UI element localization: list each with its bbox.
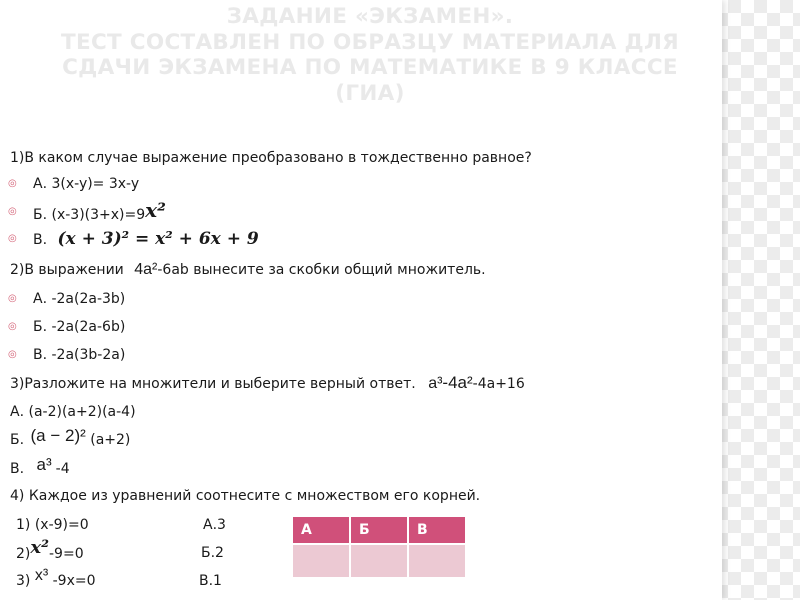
q2-option-b: Б. -2a(2a-6b) [33,319,126,335]
q1-option-b [33,198,166,224]
bullet-icon: ◎ [8,206,17,217]
q4-answer-1: А.3 [203,517,226,533]
bullet-icon: ◎ [8,178,17,189]
q3-text [10,374,525,393]
title-line-2: ТЕСТ СОСТАВЛЕН ПО ОБРАЗЦУ МАТЕРИАЛА ДЛЯ [61,29,679,55]
title-line-1: ЗАДАНИЕ «ЭКЗАМЕН». [226,4,514,29]
q1-option-c [33,230,259,249]
q3-text-prefix: 3)Разложите на множители и выберите верный ответ. [10,376,416,392]
answer-table-header: В [409,517,465,543]
q3-option-c-formula: a³ [36,455,52,474]
q3-option-a: А. (a-2)(a+2)(a-4) [10,404,136,420]
q4-equation-3 [16,567,96,590]
title-line-4: (ГИА) [335,80,405,106]
q3-option-b-formula: (a − 2)² [30,426,86,445]
q1-option-b-formula: x² [145,198,166,222]
answer-cell[interactable] [409,545,465,577]
q3-option-c [10,455,70,478]
bullet-icon: ◎ [8,293,17,304]
q1-option-c-label: В. [33,232,48,248]
q4-equation-3-label: 3) [16,573,31,589]
q2-option-a: А. -2a(2a-3b) [33,291,126,307]
q3-option-b-label: Б. [10,432,25,448]
q4-equation-2-label: 2) [16,546,31,562]
q4-equation-2 [16,537,84,563]
q1-text: 1)В каком случае выражение преобразовано в тождественно равное? [10,150,532,166]
q3-option-c-suffix: -4 [55,461,70,477]
q4-equation-2-suffix: -9=0 [49,546,84,562]
q2-text-suffix: -6ab вынесите за скобки общий множитель. [157,262,486,278]
q4-text: 4) Каждое из уравнений соотнесите с множеством его корней. [10,488,481,504]
answer-cell[interactable] [351,545,407,577]
q2-text [10,261,486,279]
answer-cell[interactable] [293,545,349,577]
bullet-icon: ◎ [8,321,17,332]
answer-table-header-row [293,517,465,543]
q1-option-b-text: Б. (x-3)(3+x)=9 [33,207,146,223]
q4-equation-3-formula: x³ [34,567,49,584]
answer-table-header: Б [351,517,407,543]
slide-title [30,4,710,106]
q4-equation-1: 1) (x-9)=0 [16,517,89,533]
q4-equation-3-suffix: -9x=0 [52,573,96,589]
q1-option-c-formula: (x + 3)² = x² + 6x + 9 [57,229,259,249]
q3-option-c-label: В. [10,461,25,477]
q2-text-prefix: 2)В выражении [10,262,124,278]
q2-option-c: В. -2a(3b-2a) [33,347,126,363]
q3-formula-1: a³ [428,375,443,392]
title-line-3: СДАЧИ ЭКЗАМЕНА ПО МАТЕМАТИКЕ В 9 КЛАССЕ [62,55,678,80]
q4-answer-2: Б.2 [201,545,224,561]
q4-equation-2-formula: x² [30,537,49,558]
q3-option-b-suffix: (a+2) [90,432,131,448]
q2-formula: 4a² [134,261,158,278]
bullet-icon: ◎ [8,233,17,244]
q3-formula-2: -4a² [442,373,473,392]
q4-answer-3: В.1 [199,573,222,589]
answer-table-row [293,545,465,577]
bullet-icon: ◎ [8,349,17,360]
q1-option-a: А. 3(x-y)= 3x-y [33,176,140,192]
q3-option-b [10,426,131,449]
answer-table [291,515,467,579]
answer-table-header: А [293,517,349,543]
q3-text-suffix: -4a+16 [472,376,525,392]
